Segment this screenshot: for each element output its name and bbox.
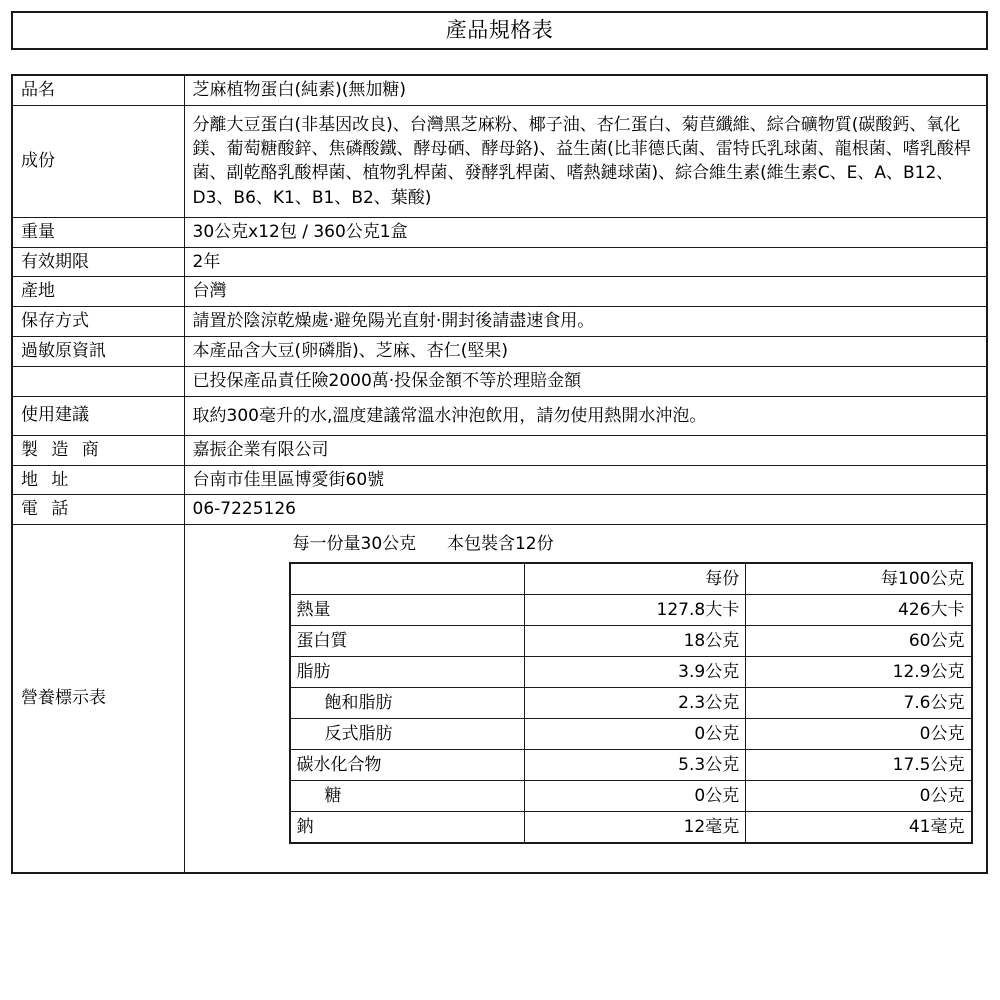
nutrition-name-protein: 蛋白質 (290, 625, 525, 656)
nutrition-per-serving-protein: 18公克 (525, 625, 746, 656)
spec-value-insurance: 已投保產品責任險2000萬‧投保金額不等於理賠金額 (192, 370, 582, 391)
spec-value-cell (184, 495, 987, 525)
nutrition-per-serving-fat: 3.9公克 (525, 656, 746, 687)
nutrition-per-serving-carbohydrate: 5.3公克 (525, 749, 746, 780)
spec-value-cell (184, 277, 987, 307)
nutrition-header-blank (290, 563, 525, 595)
spec-label-cell (12, 105, 184, 217)
nutrition-name-trans-fat: 反式脂肪 (290, 718, 525, 749)
spec-label-cell (12, 495, 184, 525)
nutrition-per-100g-saturated-fat: 7.6公克 (746, 687, 972, 718)
spec-value-cell (184, 105, 987, 217)
nutrition-row (290, 718, 972, 749)
nutrition-panel (185, 525, 987, 872)
nutrition-serving-line (185, 531, 987, 562)
spec-value-cell (184, 396, 987, 435)
nutrition-header-per-100g: 每100公克 (746, 563, 972, 595)
table-row (12, 307, 987, 337)
nutrition-row (290, 656, 972, 687)
spec-label-cell (12, 396, 184, 435)
nutrition-header-per-serving: 每份 (525, 563, 746, 595)
nutrition-row (290, 625, 972, 656)
nutrition-row (290, 811, 972, 843)
nutrition-row (290, 594, 972, 625)
table-row (12, 337, 987, 367)
spec-label-ingredients: 成份 (21, 150, 55, 171)
spec-label-cell-empty (12, 366, 184, 396)
document-title-box (11, 11, 988, 50)
nutrition-name-fat: 脂肪 (290, 656, 525, 687)
spec-label-cell (12, 75, 184, 105)
nutrition-per-100g-trans-fat: 0公克 (746, 718, 972, 749)
spec-label-cell (12, 307, 184, 337)
spec-label-phone: 電 話 (21, 499, 73, 520)
table-row (12, 277, 987, 307)
spec-value-manufacturer: 嘉振企業有限公司 (192, 439, 329, 460)
nutrition-per-serving-sugar: 0公克 (525, 780, 746, 811)
nutrition-servings-per-pack: 本包裝含12份 (446, 534, 554, 555)
spec-label-cell (12, 217, 184, 247)
nutrition-per-serving-saturated-fat: 2.3公克 (525, 687, 746, 718)
table-row (12, 465, 987, 495)
spec-label-cell (12, 465, 184, 495)
table-row (12, 435, 987, 465)
nutrition-panel-cell (184, 525, 987, 873)
table-row (12, 396, 987, 435)
table-row (12, 217, 987, 247)
spec-label-weight: 重量 (21, 221, 55, 242)
spec-label-storage: 保存方式 (21, 311, 89, 332)
nutrition-header-row (290, 563, 972, 595)
spec-value-product-name: 芝麻植物蛋白(純素)(無加糖) (192, 80, 407, 100)
spec-value-cell (184, 307, 987, 337)
spec-value-phone: 06-7225126 (192, 499, 296, 520)
spec-value-origin: 台灣 (192, 281, 227, 302)
nutrition-per-100g-sugar: 0公克 (746, 780, 972, 811)
spec-label-origin: 產地 (21, 281, 55, 302)
spec-label-allergen: 過敏原資訊 (21, 341, 106, 362)
nutrition-per-100g-sodium: 41毫克 (746, 811, 972, 843)
spec-value-ingredients: 分離大豆蛋白(非基因改良)、台灣黑芝麻粉、椰子油、杏仁蛋白、菊苣纖維、綜合礦物質(碳酸鈣、氧化鎂、葡萄糖酸鋅、焦磷酸鐵、酵母硒、酵母鉻)、益生菌(比菲德氏菌、雷特氏乳球菌、龍根菌、嗜乳酸桿菌、副乾酪乳酸桿菌、植物乳桿菌、發酵乳桿菌、嗜熱鏈球菌)、綜合維生素(維生素C、E、A、B12、D3、B6、K1、B1、B2、葉酸) (192, 114, 971, 208)
nutrition-name-calories: 熱量 (290, 594, 525, 625)
spec-value-storage: 請置於陰涼乾燥處‧避免陽光直射‧開封後請盡速食用。 (192, 311, 595, 332)
spec-value-cell (184, 75, 987, 105)
table-row (12, 247, 987, 277)
nutrition-per-serving-sodium: 12毫克 (525, 811, 746, 843)
spec-label-cell (12, 247, 184, 277)
nutrition-name-sodium: 鈉 (290, 811, 525, 843)
spec-value-cell (184, 465, 987, 495)
spec-label-address: 地 址 (21, 469, 73, 490)
spec-label-usage: 使用建議 (21, 405, 89, 426)
nutrition-name-carbohydrate: 碳水化合物 (290, 749, 525, 780)
spec-value-cell (184, 366, 987, 396)
nutrition-name-saturated-fat: 飽和脂肪 (290, 687, 525, 718)
table-row (12, 495, 987, 525)
spec-value-allergen: 本產品含大豆(卵磷脂)、芝麻、杏仁(堅果) (192, 341, 509, 362)
spec-value-shelf-life: 2年 (192, 251, 221, 272)
table-row (12, 75, 987, 105)
spec-value-cell (184, 435, 987, 465)
spec-label-product-name: 品名 (21, 80, 55, 100)
table-row (12, 366, 987, 396)
nutrition-row (290, 780, 972, 811)
nutrition-per-100g-protein: 60公克 (746, 625, 972, 656)
spec-value-weight: 30公克x12包 / 360公克1盒 (192, 221, 408, 242)
nutrition-per-100g-calories: 426大卡 (746, 594, 972, 625)
spec-label-shelf-life: 有效期限 (21, 251, 89, 272)
spec-value-usage: 取約300毫升的水,溫度建議常溫水沖泡飲用，請勿使用熱開水沖泡。 (192, 405, 707, 426)
spec-value-address: 台南市佳里區博愛街60號 (192, 469, 385, 490)
spec-label-cell (12, 525, 184, 873)
nutrition-per-100g-fat: 12.9公克 (746, 656, 972, 687)
specification-table-body (12, 75, 987, 873)
nutrition-row (290, 749, 972, 780)
nutrition-row (290, 687, 972, 718)
nutrition-name-sugar: 糖 (290, 780, 525, 811)
spec-value-cell (184, 247, 987, 277)
page-title: 產品規格表 (445, 18, 554, 42)
nutrition-per-100g-carbohydrate: 17.5公克 (746, 749, 972, 780)
nutrition-facts-body (290, 563, 972, 843)
nutrition-facts-table (289, 562, 973, 844)
spec-value-cell (184, 337, 987, 367)
table-row (12, 105, 987, 217)
spec-label-nutrition: 營養標示表 (21, 688, 106, 709)
nutrition-per-serving-calories: 127.8大卡 (525, 594, 746, 625)
spec-label-blank (13, 378, 184, 384)
table-row-nutrition (12, 525, 987, 873)
spec-value-cell (184, 217, 987, 247)
spec-label-cell (12, 435, 184, 465)
specification-table (11, 74, 988, 874)
nutrition-per-serving-trans-fat: 0公克 (525, 718, 746, 749)
spec-label-cell (12, 277, 184, 307)
spec-label-cell (12, 337, 184, 367)
nutrition-serving-size: 每一份量30公克 (292, 534, 417, 555)
spec-label-manufacturer: 製 造 商 (21, 439, 103, 460)
